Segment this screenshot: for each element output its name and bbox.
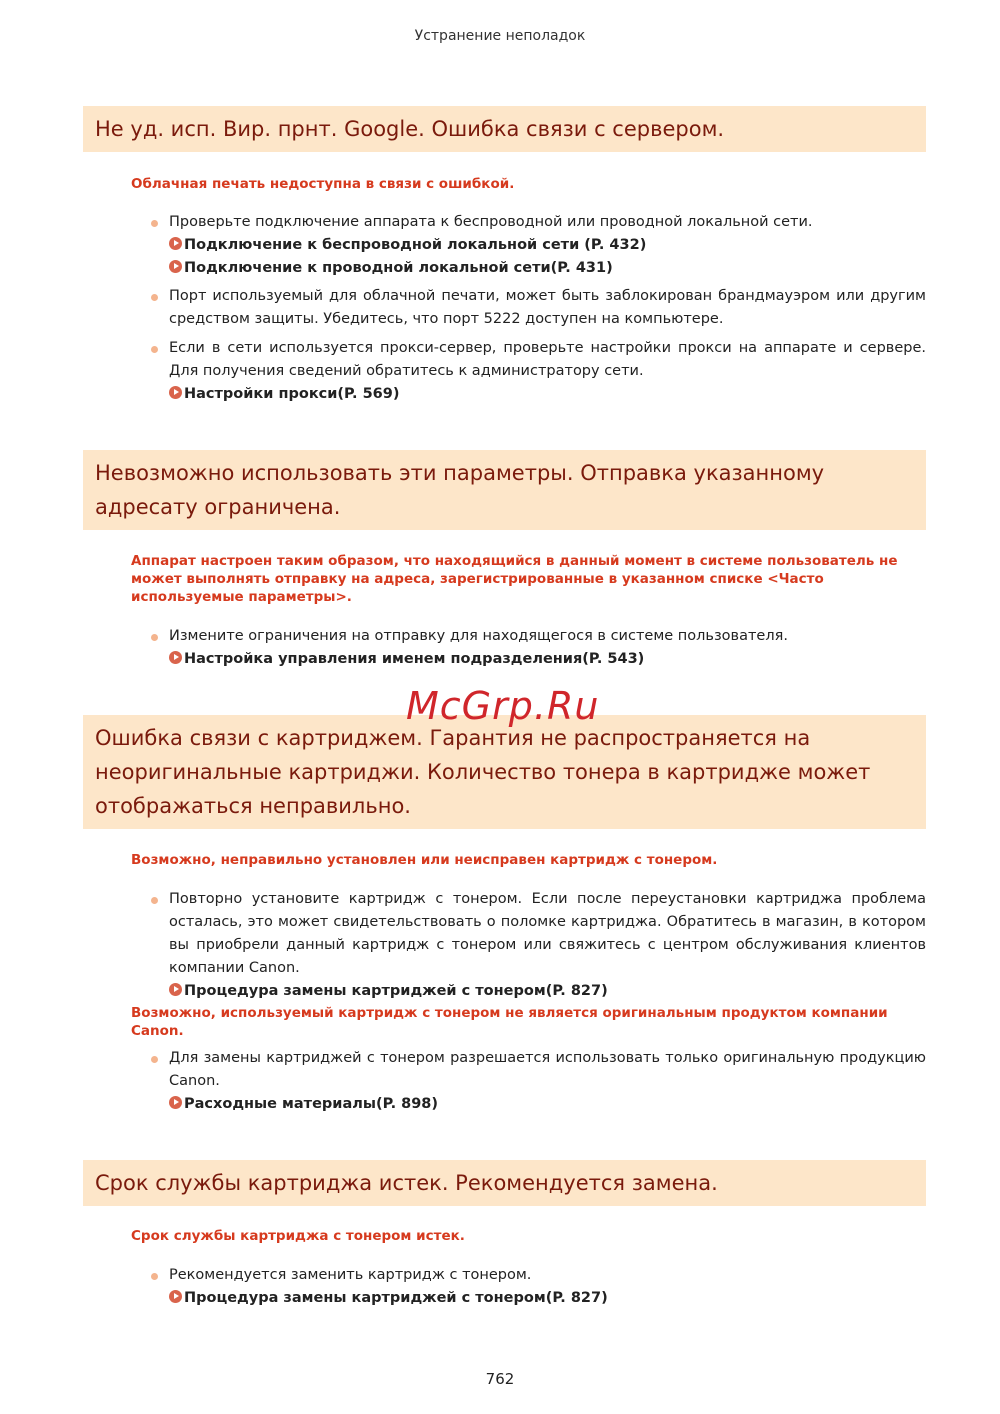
link-department-id[interactable]: Настройка управления именем подразделения(P. 543) xyxy=(169,648,926,671)
bullet-icon xyxy=(151,1273,158,1280)
list-item xyxy=(169,211,926,280)
list-item xyxy=(169,625,926,671)
bullet-icon xyxy=(151,220,158,227)
arrow-circle-icon xyxy=(169,260,182,273)
bullet-icon xyxy=(151,897,158,904)
arrow-circle-icon xyxy=(169,386,182,399)
arrow-circle-icon xyxy=(169,983,182,996)
section-title: Ошибка связи с картриджем. Гарантия не распространяется на неоригинальные картриджи. Количество тонера в картридже может отображаться неправильно. xyxy=(83,715,926,829)
cause-heading: Облачная печать недоступна в связи с ошибкой. xyxy=(131,176,515,192)
link-proxy-settings[interactable]: Настройки прокси(P. 569) xyxy=(169,383,926,406)
bullet-icon xyxy=(151,634,158,641)
watermark: McGrp.Ru xyxy=(406,684,600,728)
cause-heading: Срок службы картриджа с тонером истек. xyxy=(131,1228,465,1244)
item-text: Рекомендуется заменить картридж с тонером. xyxy=(169,1267,532,1283)
arrow-circle-icon xyxy=(169,651,182,664)
section-title: Невозможно использовать эти параметры. Отправка указанному адресату ограничена. xyxy=(83,450,926,530)
arrow-circle-icon xyxy=(169,1096,182,1109)
cause-heading: Возможно, неправильно установлен или неисправен картридж с тонером. xyxy=(131,852,718,868)
page-number: 762 xyxy=(485,1370,515,1388)
item-text: Повторно установите картридж с тонером. Если после переустановки картриджа проблема осталась, это может свидетельствовать о поломке картриджа. Обратитесь в магазин, в котором вы приобрели данный картридж с тонером или свяжитесь с центром обслуживания клиентов компании Canon. xyxy=(169,891,926,976)
item-text: Для замены картриджей с тонером разрешается использовать только оригинальную продукцию Canon. xyxy=(169,1050,926,1089)
list-item xyxy=(169,1047,926,1116)
item-text: Порт используемый для облачной печати, может быть заблокирован брандмауэром или другим средством защиты. Убедитесь, что порт 5222 доступен на компьютере. xyxy=(169,288,926,327)
link-wireless-lan[interactable]: Подключение к беспроводной локальной сети (P. 432) xyxy=(169,234,926,257)
cause-heading: Возможно, используемый картридж с тонером не является оригинальным продуктом компании Canon. xyxy=(131,1005,888,1039)
link-replace-toner[interactable]: Процедура замены картриджей с тонером(P. 827) xyxy=(169,980,926,1003)
list-item xyxy=(169,888,926,1003)
cause-heading: Аппарат настроен таким образом, что находящийся в данный момент в системе пользователь не может выполнять отправку на адреса, зарегистрированные в указанном списке <Часто используемые параметры>. xyxy=(131,553,898,605)
bullet-icon xyxy=(151,294,158,301)
section-title: Срок службы картриджа истек. Рекомендуется замена. xyxy=(83,1160,926,1206)
arrow-circle-icon xyxy=(169,237,182,250)
item-text: Измените ограничения на отправку для находящегося в системе пользователя. xyxy=(169,628,788,644)
bullet-icon xyxy=(151,1056,158,1063)
section-title: Не уд. исп. Вир. прнт. Google. Ошибка связи с сервером. xyxy=(83,106,926,152)
running-header: Устранение неполадок xyxy=(414,28,586,44)
arrow-circle-icon xyxy=(169,1290,182,1303)
list-item xyxy=(169,285,926,331)
link-wired-lan[interactable]: Подключение к проводной локальной сети(P. 431) xyxy=(169,257,926,280)
link-replace-toner[interactable]: Процедура замены картриджей с тонером(P. 827) xyxy=(169,1287,926,1310)
bullet-icon xyxy=(151,346,158,353)
item-text: Проверьте подключение аппарата к беспроводной или проводной локальной сети. xyxy=(169,214,813,230)
link-consumables[interactable]: Расходные материалы(P. 898) xyxy=(169,1093,926,1116)
item-text: Если в сети используется прокси-сервер, проверьте настройки прокси на аппарате и сервере. Для получения сведений обратитесь к администратору сети. xyxy=(169,340,926,379)
list-item xyxy=(169,337,926,406)
list-item xyxy=(169,1264,926,1310)
